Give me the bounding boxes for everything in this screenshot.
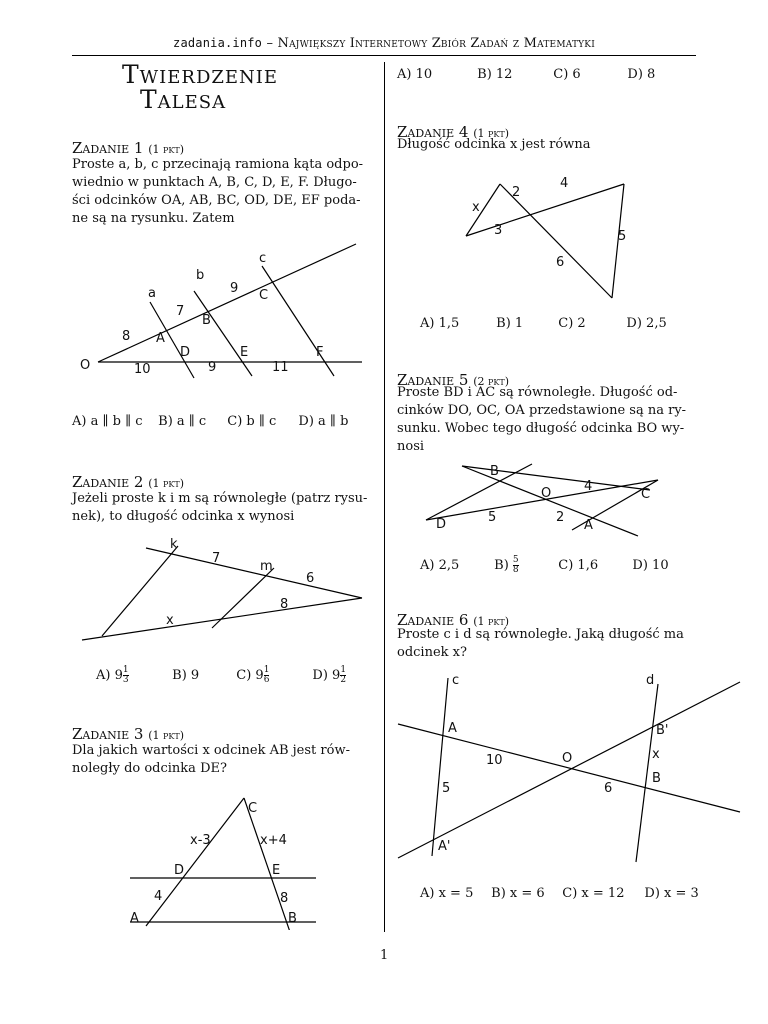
task-6-text: Proste c i d są równoległe. Jaką długość ma odcinek x?	[397, 627, 684, 660]
fig3-label-B: B	[288, 911, 297, 926]
fig3-label-C: C	[248, 801, 258, 816]
task-3-answer-c[interactable]: C) 6	[553, 67, 581, 82]
fig1-label-E: E	[240, 345, 249, 360]
task-1-answer-d[interactable]: D) a ∥ b	[298, 414, 349, 429]
task-6-figure	[396, 668, 744, 864]
fig6-label-B': B'	[656, 723, 669, 738]
task-3-points: (1 pkt)	[148, 729, 185, 742]
task-6-answer-d[interactable]: D) x = 3	[644, 886, 699, 901]
task-3-answers	[397, 67, 655, 83]
task-1-answer-b[interactable]: B) a ∥ c	[158, 414, 207, 429]
task-1-text: Proste a, b, c przecinają ramiona kąta odpo- wiednio w punktach A, B, C, D, E, F. Długo- ści odcinków OA, AB, BC, OD, DE, EF poda- ne są na rysunku. Zatem	[72, 157, 364, 226]
task-2-points: (1 pkt)	[148, 477, 185, 490]
fig1-label-O: O	[80, 358, 91, 373]
fig4-len-3: 3	[494, 223, 503, 238]
page-number: 1	[380, 948, 389, 963]
header-rule	[72, 55, 696, 56]
fig1-label-A: A	[156, 331, 165, 346]
task-5-answer-b[interactable]: B) $\frac{5}{8}$	[494, 555, 519, 575]
page-title	[122, 62, 278, 112]
fig6-label-d: d	[646, 673, 655, 688]
fraction: $\frac{1}{3}$	[122, 665, 129, 685]
fig5-label-B: B	[490, 464, 499, 479]
fig2-len-6: 6	[306, 571, 315, 586]
task-2-answer-d[interactable]: D) 9 $\frac{1}{2}$	[312, 665, 347, 685]
fig5-len-2: 2	[556, 510, 565, 525]
fig1-label-D: D	[180, 345, 191, 360]
task-3-figure	[120, 794, 326, 930]
fraction: $\frac{5}{8}$	[512, 555, 519, 575]
fig1-len-BC: 9	[230, 281, 239, 296]
fig5-label-O: O	[541, 486, 552, 501]
task-3-answer-d[interactable]: D) 8	[627, 67, 656, 82]
task-2-text: Jeżeli proste k i m są równoległe (patrz rysu- nek), to długość odcinka x wynosi	[72, 491, 368, 524]
fig6-label-O: O	[562, 751, 573, 766]
fig1-label-a: a	[148, 286, 156, 301]
fraction: $\frac{1}{6}$	[263, 665, 270, 685]
task-3-answer-b[interactable]: B) 12	[477, 67, 513, 82]
task-6-answers	[420, 886, 699, 902]
fig1-len-AB: 7	[176, 304, 185, 319]
task-5-answer-c[interactable]: C) 1,6	[558, 558, 599, 573]
header-subtitle: Największy Internetowy Zbiór Zadań z Matematyki	[277, 36, 595, 51]
task-1-answers	[72, 414, 348, 430]
fig6-label-A': A'	[438, 839, 451, 854]
task-5-figure	[416, 460, 676, 540]
fig6-len-10: 10	[486, 753, 503, 768]
column-divider	[384, 62, 385, 932]
fig6-len-x: x	[652, 747, 660, 762]
task-2-answer-a[interactable]: A) 9 $\frac{1}{3}$	[96, 665, 129, 685]
fig3-len-4: 4	[154, 889, 163, 904]
task-5-text: Proste BD i AC są równoległe. Długość od- cinków DO, OC, OA przedstawione są na ry- sunku. Wobec tego długość odcinka BO wy- nosi	[397, 385, 687, 454]
task-2-title: Zadanie 2	[72, 473, 144, 491]
fig6-label-B: B	[652, 771, 661, 786]
header-dash: –	[266, 36, 274, 51]
task-6-answer-a[interactable]: A) x = 5	[420, 886, 474, 901]
fig5-len-5: 5	[488, 510, 497, 525]
fig4-len-x: x	[472, 200, 480, 215]
fig3-len-x+4: x+4	[260, 833, 287, 848]
fig4-len-6: 6	[556, 255, 565, 270]
fig1-len-EF: 11	[272, 360, 289, 375]
task-3-title: Zadanie 3	[72, 725, 144, 743]
fig2-len-7: 7	[212, 551, 221, 566]
task-1-figure	[72, 236, 372, 386]
fig1-label-c: c	[259, 251, 267, 266]
task-1-answer-a[interactable]: A) a ∥ b ∥ c	[72, 414, 143, 429]
task-5-title: Zadanie 5	[397, 371, 469, 389]
fraction: $\frac{1}{2}$	[340, 665, 347, 685]
task-3-answer-a[interactable]: A) 10	[397, 67, 433, 82]
fig1-len-OA: 8	[122, 329, 131, 344]
title-line-2: Talesa	[140, 85, 227, 114]
fig1-label-F: F	[316, 345, 324, 360]
fig3-len-x-3: x-3	[190, 833, 211, 848]
task-1-answer-c[interactable]: C) b ∥ c	[227, 414, 277, 429]
fig4-len-2: 2	[512, 185, 521, 200]
task-2-answer-c[interactable]: C) 9 $\frac{1}{6}$	[236, 665, 270, 685]
fig2-len-8: 8	[280, 597, 289, 612]
task-4-answer-a[interactable]: A) 1,5	[420, 316, 460, 331]
task-4-answers	[420, 316, 667, 332]
fig2-len-x: x	[166, 613, 174, 628]
fig1-label-b: b	[196, 268, 205, 283]
task-4-answer-d[interactable]: D) 2,5	[626, 316, 667, 331]
task-2-figure	[72, 534, 372, 646]
fig1-len-OD: 10	[134, 362, 151, 377]
task-4-answer-b[interactable]: B) 1	[496, 316, 524, 331]
fig3-label-A: A	[130, 911, 139, 926]
task-4-answer-c[interactable]: C) 2	[558, 316, 586, 331]
task-1-points: (1 pkt)	[148, 143, 185, 156]
site-name: zadania.info	[173, 36, 263, 50]
fig3-label-E: E	[272, 863, 281, 878]
task-5-answer-a[interactable]: A) 2,5	[420, 558, 460, 573]
fig6-len-6: 6	[604, 781, 613, 796]
title-line-1: Twierdzenie	[122, 60, 279, 89]
fig6-len-5: 5	[442, 781, 451, 796]
task-4-figure	[456, 166, 636, 306]
task-2-answers	[96, 666, 346, 685]
task-3-text: Dla jakich wartości x odcinek AB jest rów- noległy do odcinka DE?	[72, 743, 350, 776]
task-4-title: Zadanie 4	[397, 123, 469, 141]
task-6-answer-b[interactable]: B) x = 6	[491, 886, 545, 901]
task-6-title: Zadanie 6	[397, 611, 469, 629]
fig2-label-m: m	[260, 559, 273, 574]
fig5-len-4: 4	[584, 479, 593, 494]
fig4-len-5: 5	[618, 229, 627, 244]
task-4-text: Długość odcinka x jest równa	[397, 137, 591, 152]
task-5-answer-d[interactable]: D) 10	[632, 558, 669, 573]
fig1-label-C: C	[259, 288, 269, 303]
task-4-points: (1 pkt)	[473, 127, 510, 140]
fig2-label-k: k	[170, 537, 178, 552]
task-1-title: Zadanie 1	[72, 139, 144, 157]
fig1-len-DE: 9	[208, 360, 217, 375]
task-5-points: (2 pkt)	[473, 375, 510, 388]
fig6-label-A: A	[448, 721, 457, 736]
fig1-label-B: B	[202, 313, 211, 328]
fig5-label-C: C	[641, 487, 651, 502]
fig5-label-D: D	[436, 517, 447, 532]
page-header	[0, 36, 768, 51]
fig3-label-D: D	[174, 863, 185, 878]
task-6-answer-c[interactable]: C) x = 12	[562, 886, 625, 901]
task-6-points: (1 pkt)	[473, 615, 510, 628]
fig3-len-8: 8	[280, 891, 289, 906]
fig5-label-A: A	[584, 518, 593, 533]
task-5-answers	[420, 556, 669, 575]
task-2-answer-b[interactable]: B) 9	[172, 668, 200, 683]
fig6-label-c: c	[452, 673, 460, 688]
fig4-len-4: 4	[560, 176, 569, 191]
